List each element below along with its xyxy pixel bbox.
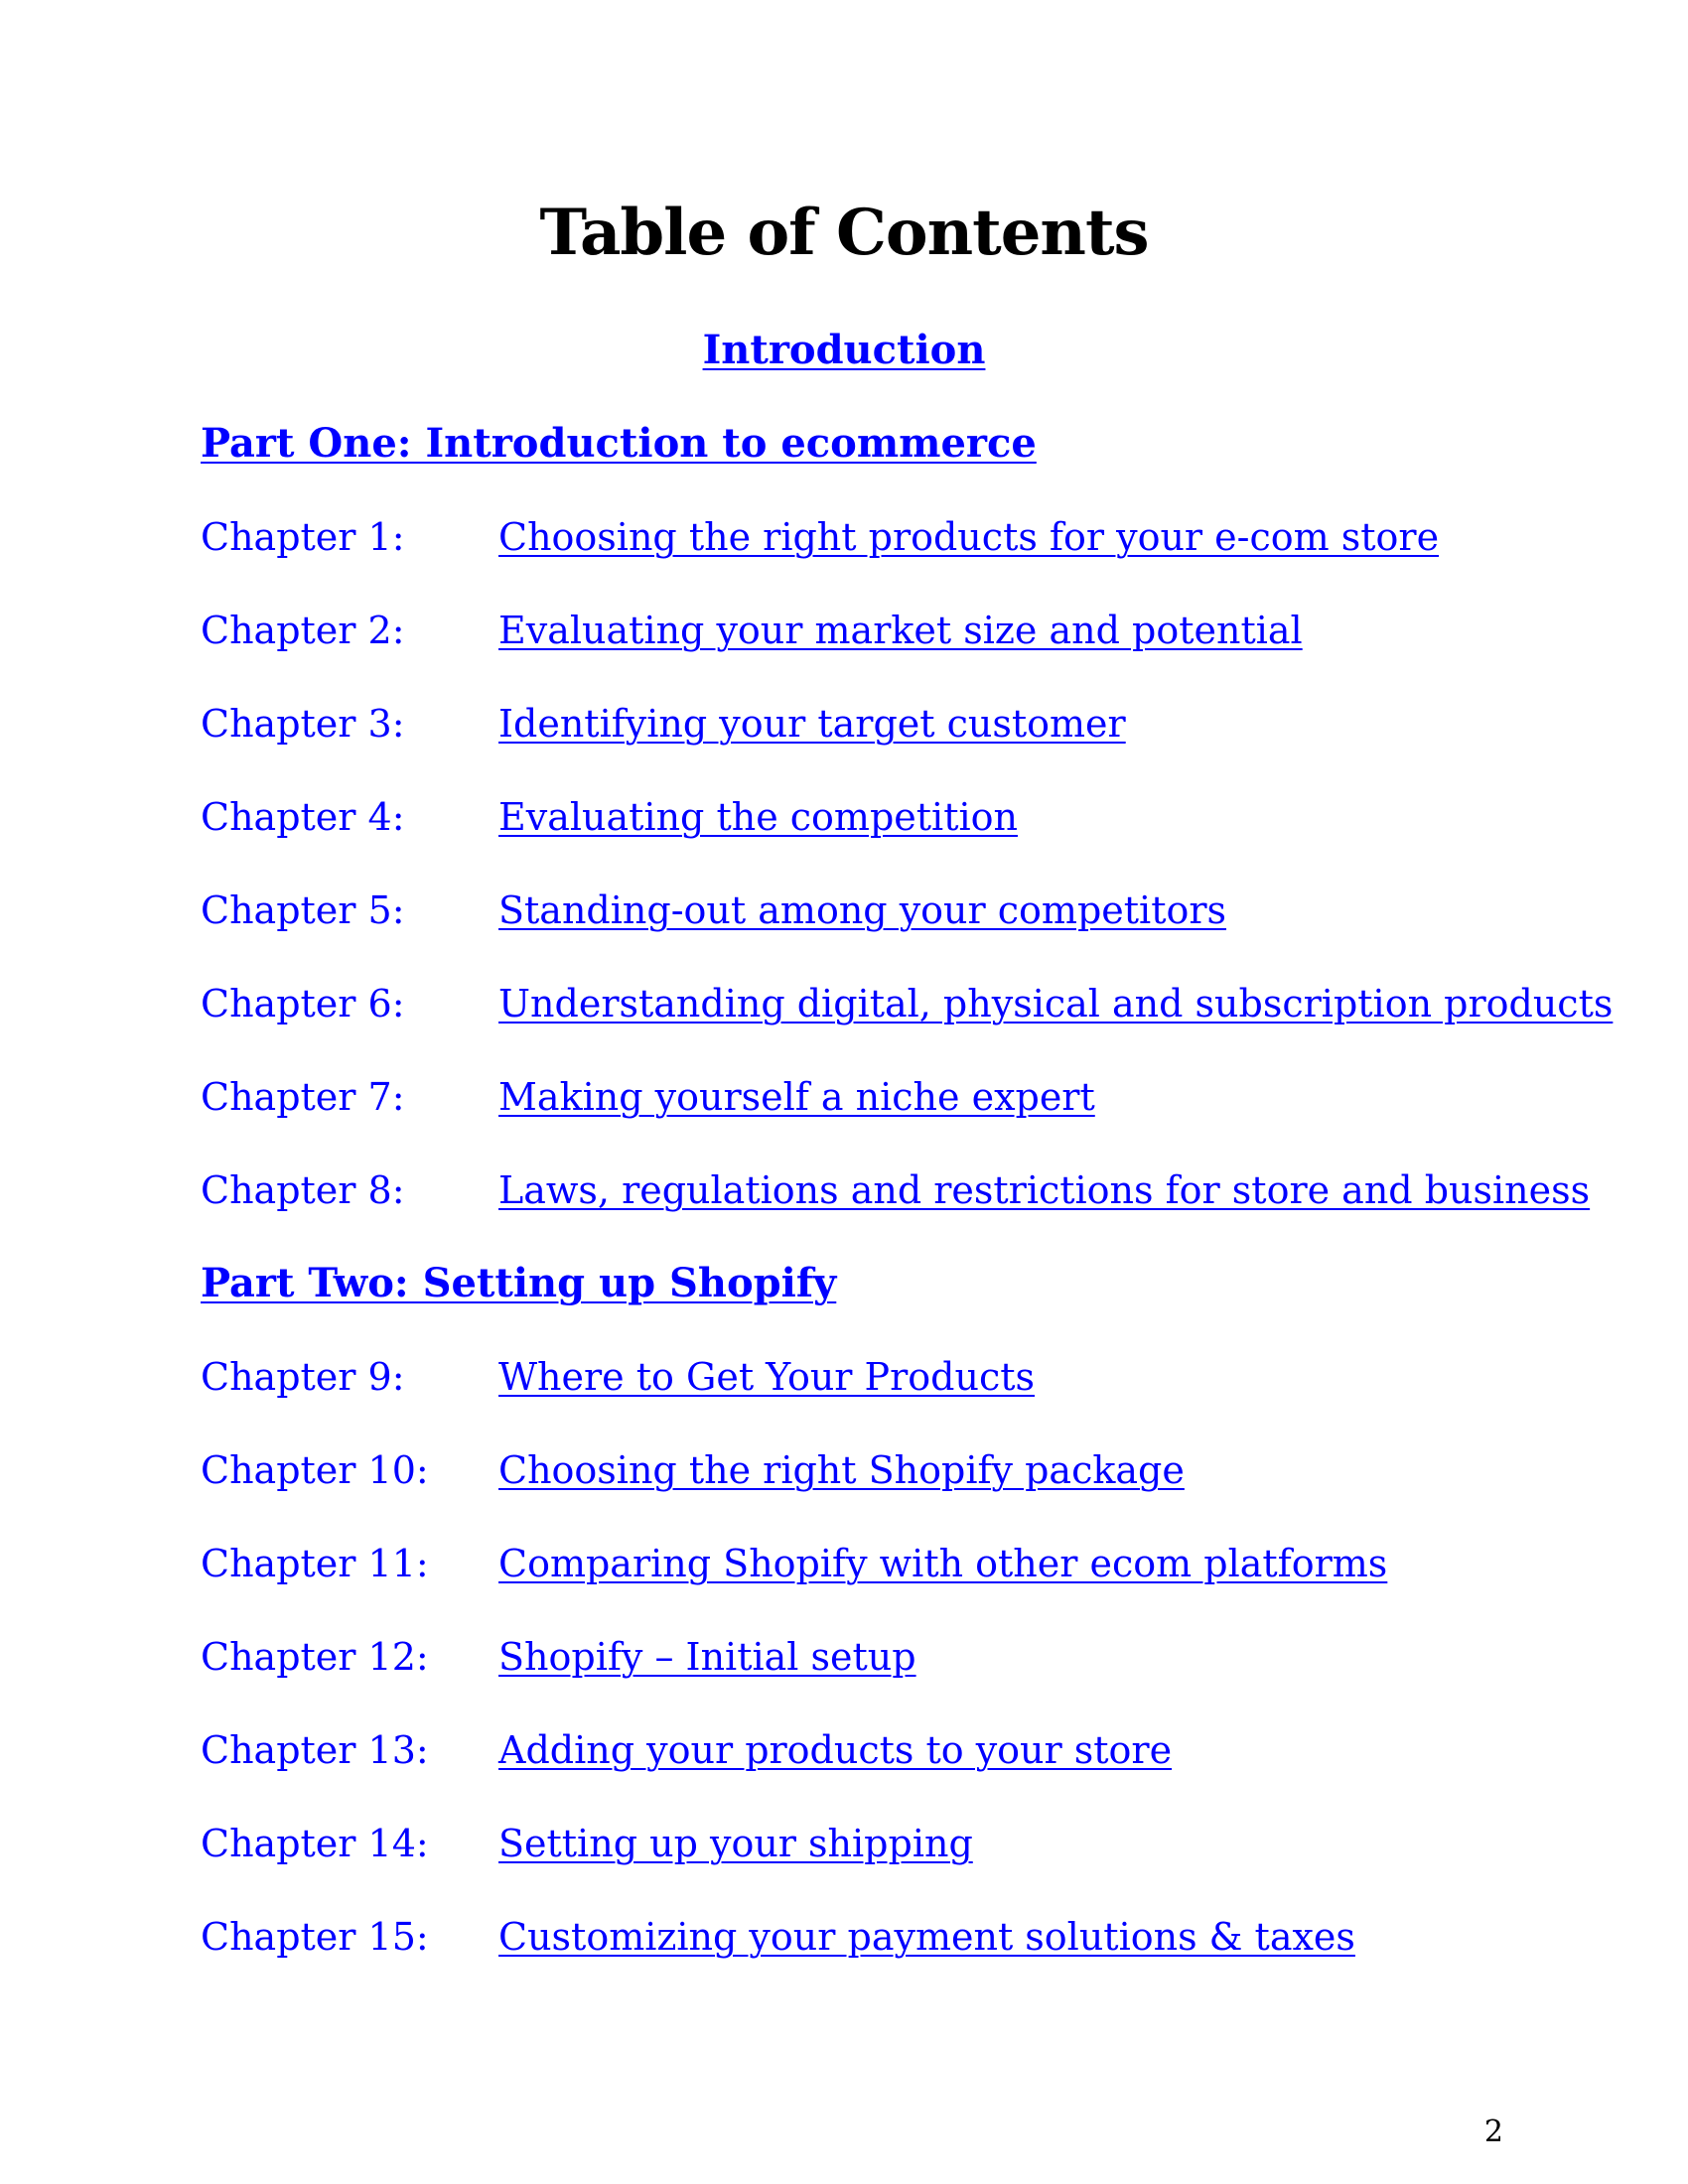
chapter-number: Chapter 13: xyxy=(201,1728,429,1772)
toc-chapter-1[interactable] xyxy=(201,512,1439,562)
chapter-title: Evaluating the competition xyxy=(498,795,1018,839)
chapter-number: Chapter 4: xyxy=(201,795,405,839)
introduction-link[interactable]: Introduction xyxy=(702,327,986,373)
toc-chapter-2[interactable] xyxy=(201,606,1303,655)
chapter-title: Choosing the right Shopify package xyxy=(498,1448,1185,1492)
chapter-number: Chapter 2: xyxy=(201,609,405,652)
chapter-number: Chapter 10: xyxy=(201,1448,429,1492)
chapter-number: Chapter 12: xyxy=(201,1635,429,1679)
chapter-number: Chapter 1: xyxy=(201,515,405,559)
part-two-heading xyxy=(201,1259,836,1308)
chapter-title: Adding your products to your store xyxy=(498,1728,1173,1772)
page-title: Table of Contents xyxy=(539,196,1149,270)
page-number: 2 xyxy=(1483,2115,1503,2149)
chapter-title: Setting up your shipping xyxy=(498,1822,973,1865)
part-one-heading xyxy=(201,419,1037,469)
chapter-number: Chapter 8: xyxy=(201,1168,405,1212)
chapter-title: Understanding digital, physical and subscription products xyxy=(498,982,1614,1025)
chapter-title: Making yourself a niche expert xyxy=(498,1075,1095,1119)
toc-chapter-13[interactable] xyxy=(201,1725,1172,1775)
toc-chapter-15[interactable] xyxy=(201,1912,1355,1962)
chapter-number: Chapter 6: xyxy=(201,982,405,1025)
chapter-title: Identifying your target customer xyxy=(498,702,1126,746)
chapter-number: Chapter 15: xyxy=(201,1915,429,1959)
toc-introduction xyxy=(0,326,1688,375)
toc-chapter-10[interactable] xyxy=(201,1445,1185,1495)
toc-chapter-5[interactable] xyxy=(201,886,1226,935)
toc-chapter-4[interactable] xyxy=(201,792,1018,842)
part-two-link[interactable]: Part Two: Setting up Shopify xyxy=(201,1260,837,1306)
chapter-title: Shopify – Initial setup xyxy=(498,1635,916,1679)
chapter-number: Chapter 5: xyxy=(201,888,405,932)
chapter-title: Choosing the right products for your e-com store xyxy=(498,515,1440,559)
chapter-number: Chapter 9: xyxy=(201,1355,405,1399)
toc-chapter-6[interactable] xyxy=(201,979,1613,1028)
part-one-link[interactable]: Part One: Introduction to ecommerce xyxy=(201,420,1037,467)
chapter-number: Chapter 7: xyxy=(201,1075,405,1119)
chapter-title: Laws, regulations and restrictions for store and business xyxy=(498,1168,1591,1212)
toc-chapter-11[interactable] xyxy=(201,1539,1387,1588)
toc-chapter-7[interactable] xyxy=(201,1072,1095,1122)
toc-chapter-3[interactable] xyxy=(201,699,1126,749)
chapter-title: Evaluating your market size and potential xyxy=(498,609,1303,652)
chapter-title: Customizing your payment solutions & taxes xyxy=(498,1915,1355,1959)
chapter-title: Comparing Shopify with other ecom platforms xyxy=(498,1542,1388,1585)
chapter-number: Chapter 11: xyxy=(201,1542,429,1585)
chapter-number: Chapter 14: xyxy=(201,1822,429,1865)
chapter-title: Standing-out among your competitors xyxy=(498,888,1227,932)
toc-chapter-12[interactable] xyxy=(201,1632,916,1682)
toc-chapter-9[interactable] xyxy=(201,1352,1035,1402)
chapter-number: Chapter 3: xyxy=(201,702,405,746)
chapter-title: Where to Get Your Products xyxy=(498,1355,1036,1399)
toc-chapter-8[interactable] xyxy=(201,1165,1590,1215)
toc-chapter-14[interactable] xyxy=(201,1819,973,1868)
